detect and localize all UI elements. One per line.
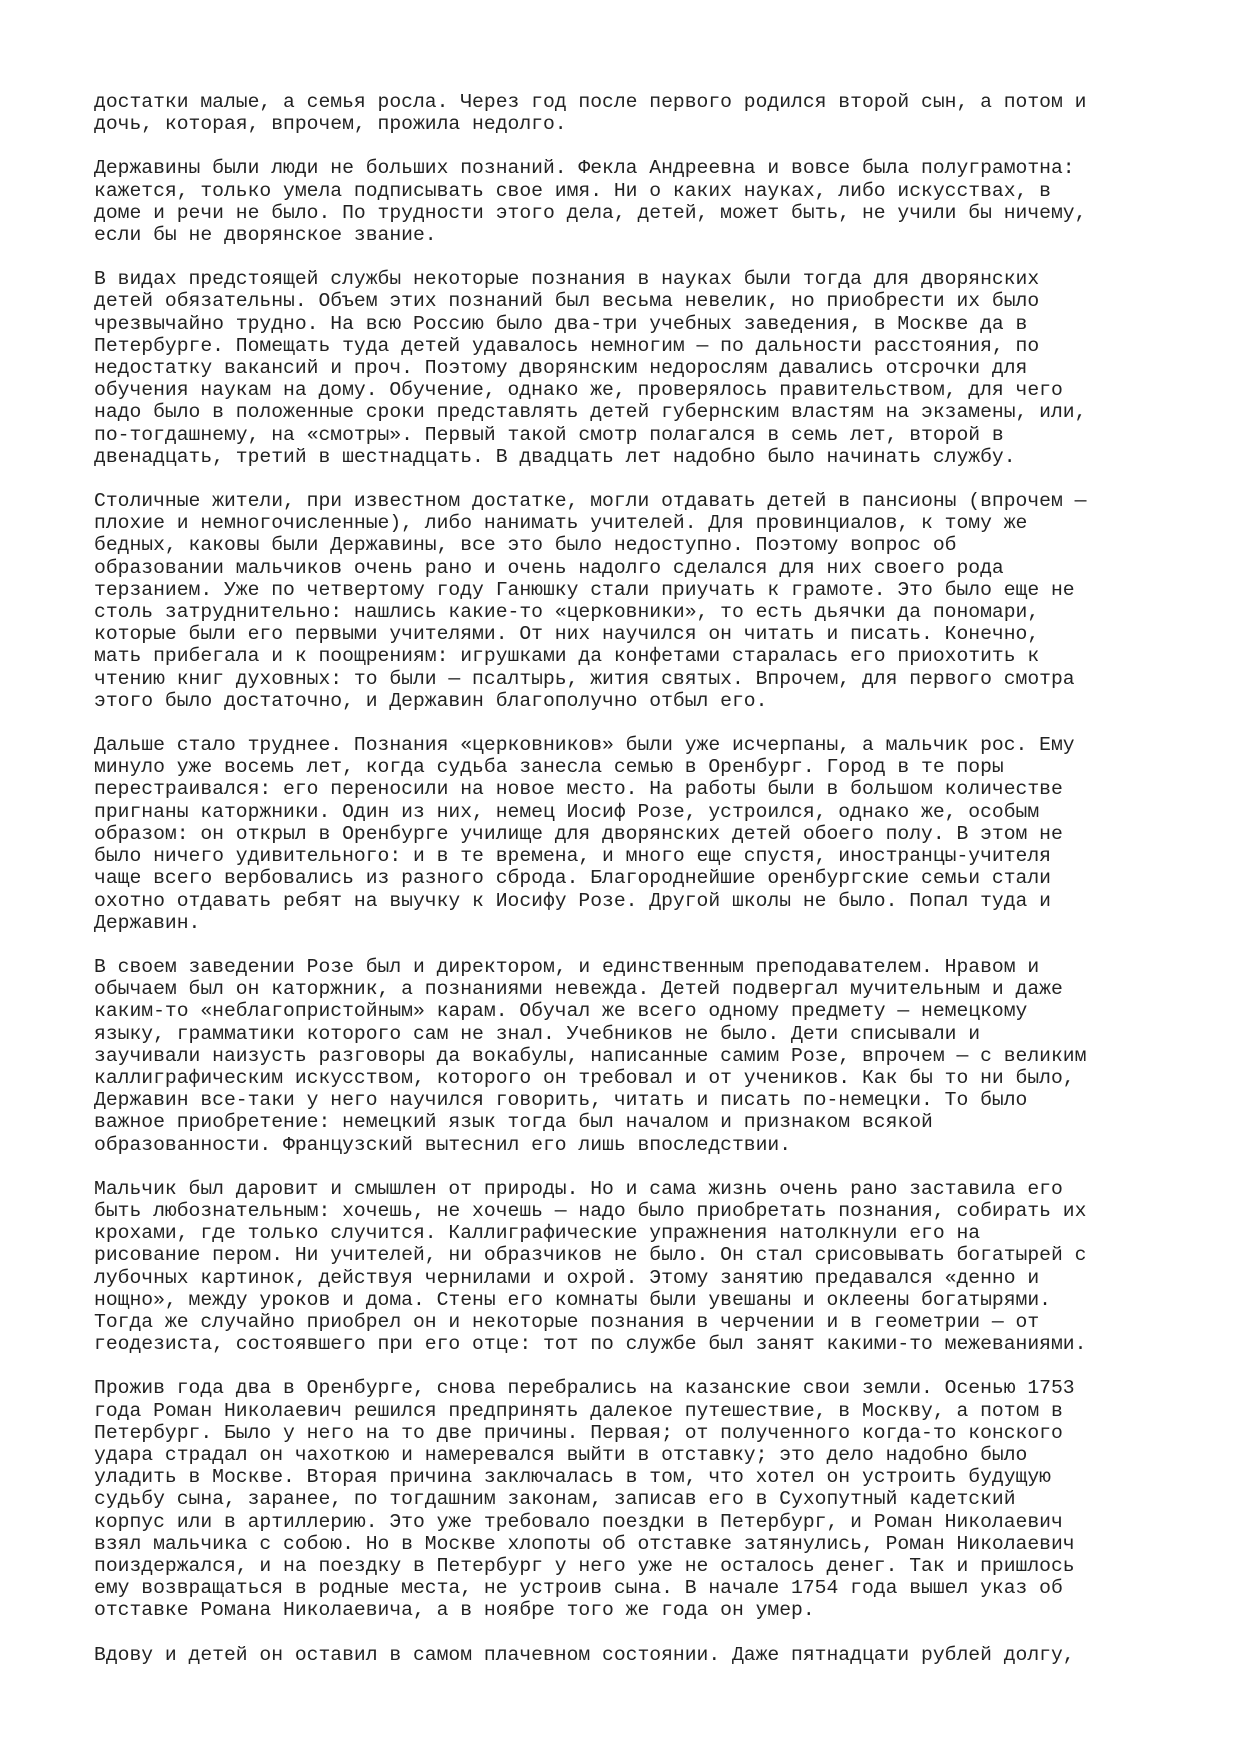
- paragraph-9: Вдову и детей он оставил в самом плачевном состоянии. Даже пятнадцати рублей долгу,: [94, 1643, 1075, 1666]
- paragraph-7: Мальчик был даровит и смышлен от природы. Но и сама жизнь очень рано заставила его быть любознательным: хочешь, не хочешь — надо было приобретать познания, собирать их крохами, где только случится. Каллиграфические упражнения натолкнули его на рисование пером. Ни учителей, ни образчиков не было. Он стал срисовывать богатырей с лубочных картинок, действуя чернилами и охрой. Этому занятию предавался «денно и нощно», между уроков и дома. Стены его комнаты были увешаны и оклеены богатырями. Тогда же случайно приобрел он и некоторые познания в черчении и в геометрии — от геодезиста, состоявшего при его отце: тот по службе был занят какими-то межеваниями.: [94, 1177, 1087, 1356]
- paragraph-8: Прожив года два в Оренбурге, снова перебрались на казанские свои земли. Осенью 1753 года Роман Николаевич решился предпринять далекое путешествие, в Москву, а потом в Петербург. Было у него на то две причины. Первая; от полученного когда-то конского удара страдал он чахоткою и намеревался выйти в отставку; это дело надобно было уладить в Москве. Вторая причина заключалась в том, что хотел он устроить будущую судьбу сына, заранее, по тогдашним законам, записав его в Сухопутный кадетский корпус или в артиллерию. Это уже требовало поездки в Петербург, и Роман Николаевич взял мальчика с собою. Но в Москве хлопоты об отставке затянулись, Роман Николаевич поиздержался, и на поездку в Петербург у него уже не осталось денег. Так и пришлось ему возвращаться в родные места, не устроив сына. В начале 1754 года вышел указ об отставке Романа Николаевича, а в ноябре того же года он умер.: [94, 1377, 1075, 1622]
- document-page: [94, 91, 1154, 1666]
- paragraph-2: Державины были люди не больших познаний. Фекла Андреевна и вовсе была полуграмотна: кажется, только умела подписывать свое имя. Ни о каких науках, либо искусствах, в доме и речи не было. По трудности этого дела, детей, может быть, не учили бы ничему, если бы не дворянское звание.: [94, 157, 1087, 247]
- paragraph-4: Столичные жители, при известном достатке, могли отдавать детей в пансионы (впрочем — плохие и немногочисленные), либо нанимать учителей. Для провинциалов, к тому же бедных, каковы были Державины, все это было недоступно. Поэтому вопрос об образовании мальчиков очень рано и очень надолго сделался для них своего рода терзанием. Уже по четвертому году Ганюшку стали приучать к грамоте. Это было еще не столь затруднительно: нашлись какие-то «церковники», то есть дьячки да пономари, которые были его первыми учителями. От них научился он читать и писать. Конечно, мать прибегала и к поощрениям: игрушками да конфетами старалась его приохотить к чтению книг духовных: то были — псалтырь, жития святых. Впрочем, для первого смотра этого было достаточно, и Державин благополучно отбыл его.: [94, 490, 1087, 712]
- paragraph-5: Дальше стало труднее. Познания «церковников» были уже исчерпаны, а мальчик рос. Ему минуло уже восемь лет, когда судьба занесла семью в Оренбург. Город в те поры перестраивался: его переносили на новое место. На работы были в большом количестве пригнаны каторжники. Один из них, немец Иосиф Розе, устроился, однако же, особым образом: он открыл в Оренбурге училище для дворянских детей обоего полу. В этом не было ничего удивительного: и в те времена, и много еще спустя, иностранцы-учителя чаще всего вербовались из разного сброда. Благороднейшие оренбургские семьи стали охотно отдавать ребят на выучку к Иосифу Розе. Другой школы не было. Попал туда и Державин.: [94, 734, 1075, 934]
- paragraph-3: В видах предстоящей службы некоторые познания в науках были тогда для дворянских детей обязательны. Объем этих познаний был весьма невелик, но приобрести их было чрезвычайно трудно. На всю Россию было два-три учебных заведения, в Москве да в Петербурге. Помещать туда детей удавалось немногим — по дальности расстояния, по недостатку вакансий и проч. Поэтому дворянским недорослям давались отсрочки для обучения наукам на дому. Обучение, однако же, проверялось правительством, для чего надо было в положенные сроки представлять детей губернским властям на экзамены, или, по-тогдашнему, на «смотры». Первый такой смотр полагался в семь лет, второй в двенадцать, третий в шестнадцать. В двадцать лет надобно было начинать службу.: [94, 268, 1087, 468]
- paragraph-1: достатки малые, а семья росла. Через год после первого родился второй сын, а потом и дочь, которая, впрочем, прожила недолго.: [94, 91, 1087, 136]
- paragraph-6: В своем заведении Розе был и директором, и единственным преподавателем. Нравом и обычаем был он каторжник, а познаниями невежда. Детей подвергал мучительным и даже каким-то «неблагопристойным» карам. Обучал же всего одному предмету — немецкому языку, грамматики которого сам не знал. Учебников не было. Дети списывали и заучивали наизусть разговоры да вокабулы, написанные самим Розе, впрочем — с великим каллиграфическим искусством, которого он требовал и от учеников. Как бы то ни было, Державин все-таки у него научился говорить, читать и писать по-немецки. То было важное приобретение: немецкий язык тогда был началом и признаком всякой образованности. Французский вытеснил его лишь впоследствии.: [94, 955, 1087, 1156]
